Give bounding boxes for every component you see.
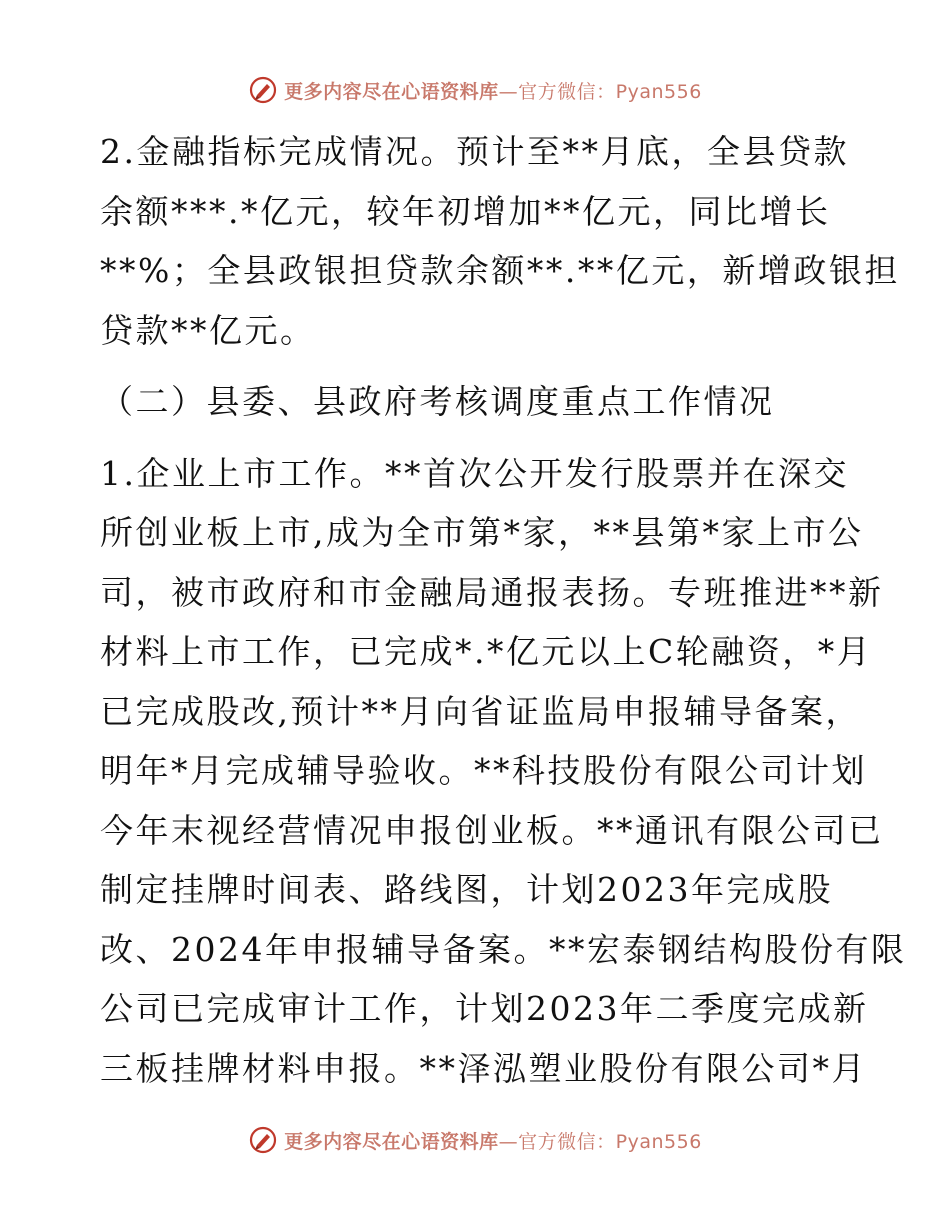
watermark-official: 官方微信：Pyan556 — [518, 80, 702, 103]
text-line: 三板挂牌材料申报。**泽泓塑业股份有限公司*月 — [100, 1048, 867, 1088]
watermark-text — [284, 77, 702, 104]
text-line: 明年*月完成辅导验收。**科技股份有限公司计划 — [100, 751, 867, 790]
text-line: 余额***.*亿元，较年初增加**亿元，同比增长 — [100, 191, 831, 231]
text-line: 所创业板上市,成为全市第*家，**县第*家上市公 — [100, 513, 864, 552]
paragraph-enterprise-listing — [100, 444, 907, 1099]
pen-logo-icon — [248, 75, 278, 105]
text-line: 制定挂牌时间表、路线图，计划2023年完成股 — [100, 870, 833, 909]
text-line: 已完成股改,预计**月向省证监局申报辅导备案， — [100, 691, 861, 731]
header-watermark — [0, 70, 950, 110]
text-line: 1.企业上市工作。**首次公开发行股票并在深交 — [100, 453, 849, 493]
pen-logo-icon — [248, 1125, 278, 1155]
text-line: 改、2024年申报辅导备案。**宏泰钢结构股份有限 — [100, 929, 907, 969]
watermark-dash: — — [498, 80, 519, 103]
text-line: 公司已完成审计工作，计划2023年二季度完成新 — [100, 989, 869, 1028]
paragraph-financial-indicators — [100, 122, 900, 360]
footer-watermark — [0, 1120, 950, 1160]
text-line: 司，被市政府和市金融局通报表扬。专班推进**新 — [100, 572, 884, 612]
watermark-dash: — — [498, 1130, 519, 1153]
watermark-text — [284, 1127, 702, 1154]
watermark-brand: 更多内容尽在心语资料库 — [284, 1130, 499, 1153]
watermark-official: 官方微信：Pyan556 — [518, 1130, 702, 1153]
text-line: **%；全县政银担贷款余额**.**亿元，新增政银担 — [100, 251, 900, 290]
text-line: 2.金融指标完成情况。预计至**月底，全县贷款 — [100, 132, 849, 171]
heading-line: （二）县委、县政府考核调度重点工作情况 — [100, 382, 775, 421]
watermark-brand: 更多内容尽在心语资料库 — [284, 80, 499, 103]
text-line: 材料上市工作，已完成*.*亿元以上C轮融资，*月 — [100, 632, 873, 671]
text-line: 贷款**亿元。 — [100, 310, 316, 350]
document-body — [100, 122, 907, 1098]
text-line: 今年末视经营情况申报创业板。**通讯有限公司已 — [100, 810, 884, 850]
section-heading — [100, 372, 860, 432]
